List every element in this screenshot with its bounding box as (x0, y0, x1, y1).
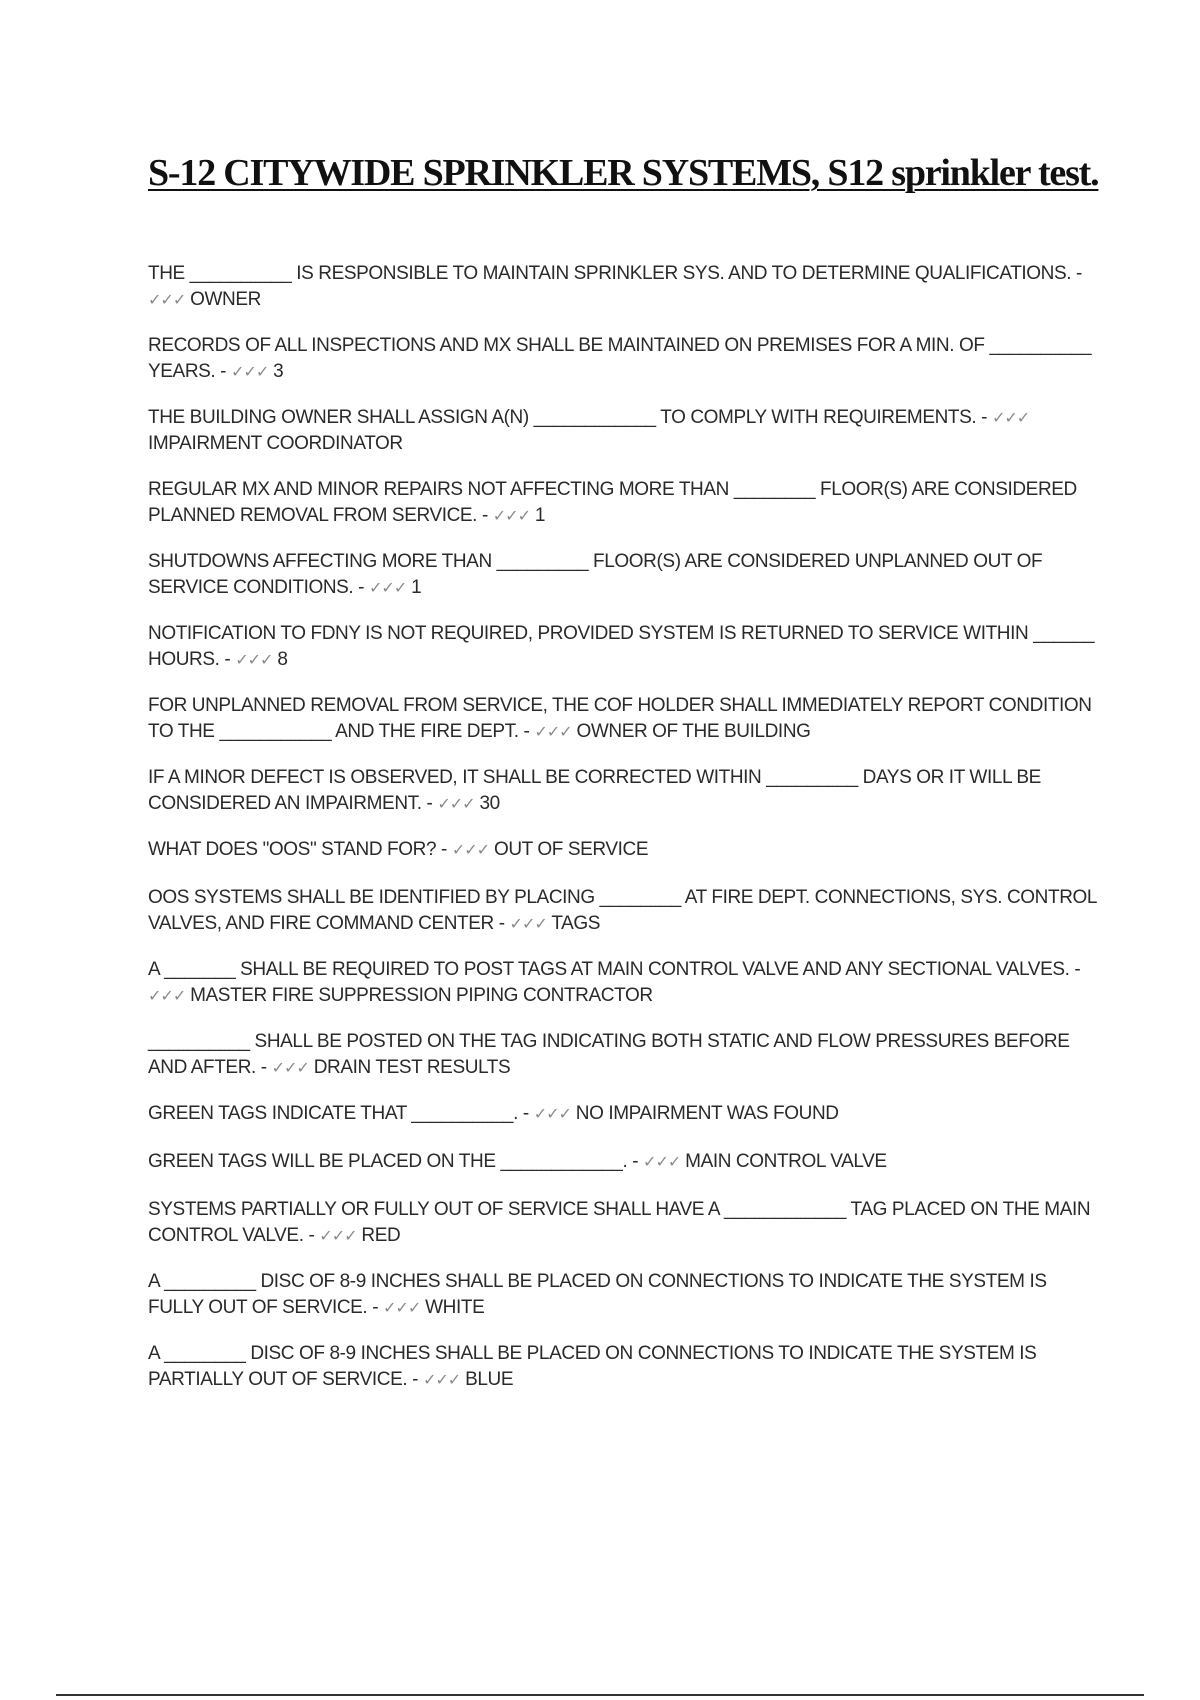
answer-text: OUT OF SERVICE (493, 839, 649, 860)
answer-text: WHITE (425, 1297, 485, 1318)
question-text: OOS SYSTEMS SHALL BE IDENTIFIED BY PLACING ________ AT FIRE DEPT. CONNECTIONS, SYS. CONTROL VALVES, AND FIRE COMMAND CENTER - (148, 887, 1097, 934)
question-text: SHUTDOWNS AFFECTING MORE THAN _________ FLOOR(S) ARE CONSIDERED UNPLANNED OUT OF SERVICE CONDITIONS. - (148, 551, 1043, 598)
answer-text: 1 (534, 505, 546, 526)
answer-text: 30 (479, 793, 500, 814)
answer-text: MAIN CONTROL VALVE (685, 1151, 887, 1172)
question-item (148, 693, 1098, 745)
question-text: A _________ DISC OF 8-9 INCHES SHALL BE PLACED ON CONNECTIONS TO INDICATE THE SYSTEM IS FULLY OUT OF SERVICE. - (148, 1271, 1047, 1318)
question-text: SYSTEMS PARTIALLY OR FULLY OUT OF SERVICE SHALL HAVE A ____________ TAG PLACED ON THE MAIN CONTROL VALVE. - (148, 1199, 1091, 1246)
question-item (148, 261, 1098, 313)
question-item (148, 957, 1098, 1009)
question-text: REGULAR MX AND MINOR REPAIRS NOT AFFECTING MORE THAN ________ FLOOR(S) ARE CONSIDERED PLANNED REMOVAL FROM SERVICE. - (148, 479, 1077, 526)
answer-text: 8 (277, 649, 288, 670)
question-text: RECORDS OF ALL INSPECTIONS AND MX SHALL BE MAINTAINED ON PREMISES FOR A MIN. OF __________ YEARS. - (148, 335, 1092, 382)
question-item (148, 621, 1098, 673)
question-item (148, 1197, 1098, 1249)
question-item (148, 405, 1098, 457)
check-marks-icon: ✓✓✓ (148, 986, 186, 1005)
question-text: THE __________ IS RESPONSIBLE TO MAINTAIN SPRINKLER SYS. AND TO DETERMINE QUALIFICATIONS. - (148, 263, 1082, 284)
question-item (148, 765, 1098, 817)
answer-text: MASTER FIRE SUPPRESSION PIPING CONTRACTOR (190, 985, 653, 1006)
check-marks-icon: ✓✓✓ (533, 1104, 571, 1123)
question-text: A _______ SHALL BE REQUIRED TO POST TAGS AT MAIN CONTROL VALVE AND ANY SECTIONAL VALVES. - (148, 959, 1081, 980)
answer-text: NO IMPAIRMENT WAS FOUND (575, 1103, 839, 1124)
answer-text: BLUE (465, 1369, 514, 1390)
check-marks-icon: ✓✓✓ (148, 290, 186, 309)
question-item (148, 1101, 1098, 1127)
question-item (148, 333, 1098, 385)
check-marks-icon: ✓✓✓ (271, 1058, 309, 1077)
check-marks-icon: ✓✓✓ (383, 1298, 421, 1317)
question-item (148, 837, 1098, 863)
answer-text: RED (361, 1225, 401, 1246)
question-text: IF A MINOR DEFECT IS OBSERVED, IT SHALL BE CORRECTED WITHIN _________ DAYS OR IT WILL BE CONSIDERED AN IMPAIRMENT. - (148, 767, 1041, 814)
question-text: NOTIFICATION TO FDNY IS NOT REQUIRED, PROVIDED SYSTEM IS RETURNED TO SERVICE WITHIN ______ HOURS. - (148, 623, 1095, 670)
answer-text: DRAIN TEST RESULTS (313, 1057, 511, 1078)
question-text: FOR UNPLANNED REMOVAL FROM SERVICE, THE COF HOLDER SHALL IMMEDIATELY REPORT CONDITION TO THE ___________ AND THE FIRE DEPT. - (148, 695, 1092, 742)
footer-divider (56, 1694, 1144, 1696)
answer-text: IMPAIRMENT COORDINATOR (148, 433, 403, 454)
question-text: __________ SHALL BE POSTED ON THE TAG INDICATING BOTH STATIC AND FLOW PRESSURES BEFORE AND AFTER. - (148, 1031, 1070, 1078)
question-item (148, 1269, 1098, 1321)
answer-text: 1 (411, 577, 422, 598)
question-text: WHAT DOES "OOS" STAND FOR? - (148, 839, 447, 860)
question-text: GREEN TAGS INDICATE THAT __________. - (148, 1103, 529, 1124)
question-item (148, 1029, 1098, 1081)
check-marks-icon: ✓✓✓ (492, 506, 530, 525)
check-marks-icon: ✓✓✓ (319, 1226, 357, 1245)
answer-text: OWNER OF THE BUILDING (576, 721, 811, 742)
check-marks-icon: ✓✓✓ (422, 1370, 461, 1389)
question-item (148, 477, 1098, 529)
question-item (148, 885, 1098, 937)
question-text: GREEN TAGS WILL BE PLACED ON THE ____________. - (148, 1151, 639, 1172)
answer-text: OWNER (190, 289, 261, 310)
question-text: A ________ DISC OF 8-9 INCHES SHALL BE PLACED ON CONNECTIONS TO INDICATE THE SYSTEM IS PARTIALLY OUT OF SERVICE. - (148, 1343, 1037, 1390)
check-marks-icon: ✓✓✓ (643, 1152, 681, 1171)
check-marks-icon: ✓✓✓ (991, 408, 1030, 427)
question-list (148, 261, 1098, 1413)
check-marks-icon: ✓✓✓ (451, 840, 490, 859)
check-marks-icon: ✓✓✓ (534, 722, 572, 741)
question-item (148, 1341, 1098, 1393)
question-text: THE BUILDING OWNER SHALL ASSIGN A(N) ____________ TO COMPLY WITH REQUIREMENTS. - (148, 407, 988, 428)
question-item (148, 549, 1098, 601)
document-title: S-12 CITYWIDE SPRINKLER SYSTEMS, S12 sprinkler test. (148, 152, 1099, 194)
answer-text: TAGS (551, 913, 601, 934)
check-marks-icon: ✓✓✓ (509, 914, 547, 933)
question-item (148, 1149, 1098, 1175)
check-marks-icon: ✓✓✓ (437, 794, 475, 813)
answer-text: 3 (273, 361, 284, 382)
check-marks-icon: ✓✓✓ (231, 362, 269, 381)
check-marks-icon: ✓✓✓ (369, 578, 407, 597)
check-marks-icon: ✓✓✓ (235, 650, 273, 669)
